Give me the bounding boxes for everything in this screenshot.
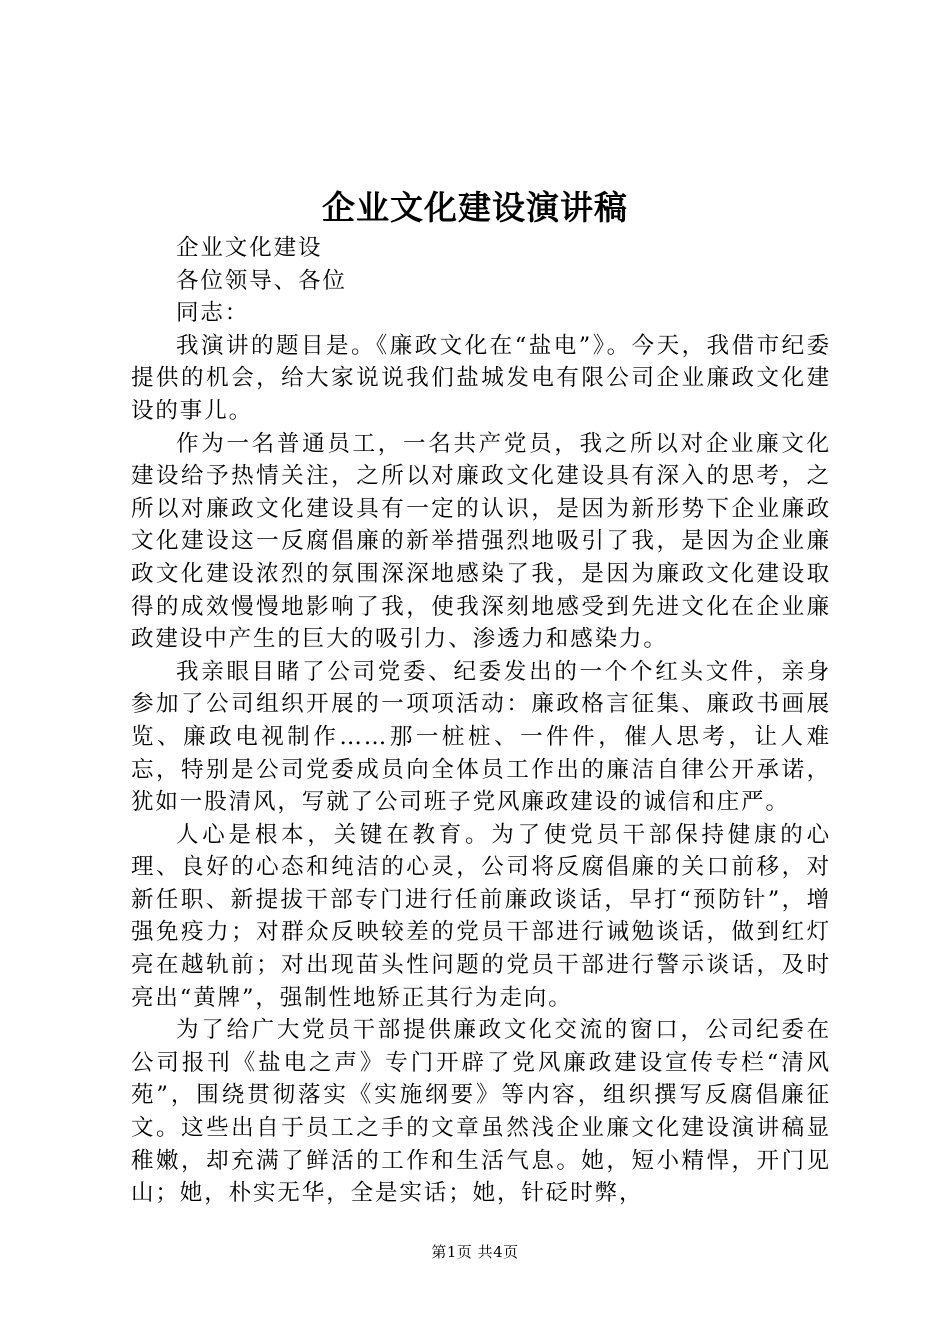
page-footer: 第1页 共4页 (431, 1243, 519, 1261)
paragraph: 作为一名普通员工，一名共产党员，我之所以对企业廉文化建设给予热情关注，之所以对廉政文化建设具有深入的思考，之所以对廉政文化建设具有一定的认识，是因为新形势下企业廉政文化建设这一反腐倡廉的新举措强烈地吸引了我，是因为企业廉政文化建设浓烈的氛围深深地感染了我，是因为廉政文化建设取得的成效慢慢地影响了我，使我深刻地感受到先进文化在企业廉政建设中产生的巨大的吸引力、渗透力和感染力。 (131, 430, 831, 653)
paragraph: 同志： (176, 300, 250, 327)
paragraph: 各位领导、各位 (176, 267, 347, 294)
paragraph: 人心是根本，关键在教育。为了使党员干部保持健康的心理、良好的心态和纯洁的心灵，公司将反腐倡廉的关口前移，对新任职、新提拔干部专门进行任前廉政谈话，早打“预防针”，增强免疫力；对群众反映较差的党员干部进行诫勉谈话，做到红灯亮在越轨前；对出现苗头性问题的党员干部进行警示谈话，及时亮出“黄牌”，强制性地矫正其行为走向。 (131, 821, 831, 1011)
paragraph: 我演讲的题目是。《廉政文化在“盐电”》。今天，我借市纪委提供的机会，给大家说说我们盐城发电有限公司企业廉政文化建设的事儿。 (131, 332, 831, 424)
paragraph: 为了给广大党员干部提供廉政文化交流的窗口，公司纪委在公司报刊《盐电之声》专门开辟了党风廉政建设宣传专栏“清风苑”，围绕贯彻落实《实施纲要》等内容，组织撰写反腐倡廉征文。这些出自于员工之手的文章虽然浅企业廉文化建设演讲稿显稚嫩，却充满了鲜活的工作和生活气息。她，短小精悍，开门见山；她，朴实无华，全是实话；她，针砭时弊， (131, 1017, 831, 1207)
document-body (131, 232, 831, 1210)
paragraph: 企业文化建设 (176, 235, 323, 261)
document-title: 企业文化建设演讲稿 (322, 188, 628, 227)
paragraph: 我亲眼目睹了公司党委、纪委发出的一个个红头文件，亲身参加了公司组织开展的一项项活动：廉政格言征集、廉政书画展览、廉政电视制作……那一桩桩、一件件，催人思考，让人难忘，特别是公司党委成员向全体员工作出的廉洁自律公开承诺，犹如一股清风，写就了公司班子党风廉政建设的诚信和庄严。 (131, 658, 831, 816)
